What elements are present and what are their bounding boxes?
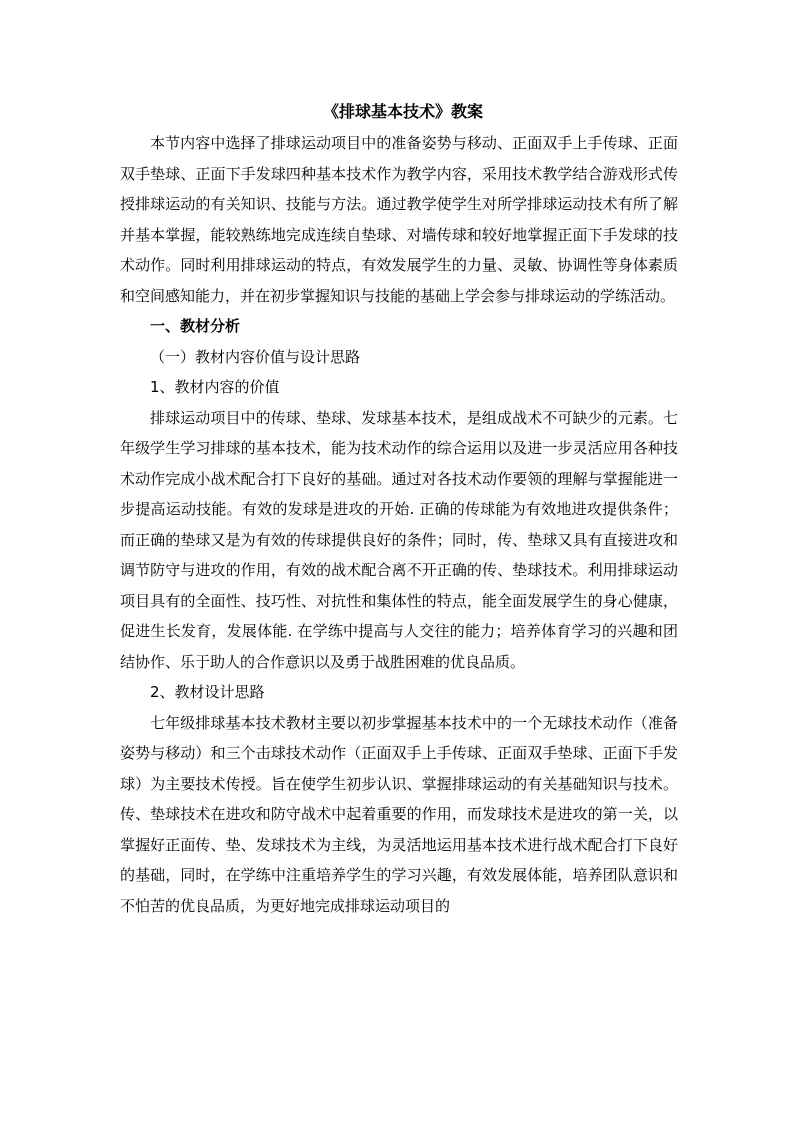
- intro-paragraph: 本节内容中选择了排球运动项目中的准备姿势与移动、正面双手上手传球、正面双手垫球、正面下手发球四种基本技术作为教学内容，采用技术教学结合游戏形式传授排球运动的有关知识、技能与方法。通过教学使学生对所学排球运动技术有所了解并基本掌握，能较熟练地完成连续自垫球、对墙传球和较好地掌握正面下手发球的技术动作。同时利用排球运动的特点，有效发展学生的力量、灵敏、协调性等身体素质和空间感知能力，并在初步掌握知识与技能的基础上学会参与排球运动的学练活动。: [120, 134, 678, 305]
- item-heading-design-idea: 2、教材设计思路: [150, 683, 265, 701]
- subsection-heading-content-value: （一）教材内容价值与设计思路: [150, 347, 361, 366]
- document-body: [120, 96, 678, 921]
- document-title: 《排球基本技术》教案: [322, 102, 483, 121]
- design-idea-paragraph: 七年级排球基本技术教材主要以初步掌握基本技术中的一个无球技术动作（准备姿势与移动）和三个击球技术动作（正面双手上手传球、正面双手垫球、正面下手发球）为主要技术传授。旨在使学生初步认识、掌握排球运动的有关基础知识与技术。传、垫球技术在进攻和防守战术中起着重要的作用，而发球技术是进攻的第一关，以掌握好正面传、垫、发球技术为主线，为灵活地运用基本技术进行战术配合打下良好的基础，同时，在学练中注重培养学生的学习兴趣，有效发展体能，培养团队意识和不怕苦的优良品质，为更好地完成排球运动项目的: [120, 713, 678, 915]
- item-heading-content-value: 1、教材内容的价值: [150, 378, 280, 396]
- content-value-paragraph: 排球运动项目中的传球、垫球、发球基本技术，是组成战术不可缺少的元素。七年级学生学习排球的基本技术，能为技术动作的综合运用以及进一步灵活应用各种技术动作完成小战术配合打下良好的基础。通过对各技术动作要领的理解与掌握能进一步提高运动技能。有效的发球是进攻的开始. 正确的传球能为有效地进攻提供条件；而正确的垫球又是为有效的传球提供良好的条件；同时，传、垫球又具有直接进攻和调节防守与进攻的作用，有效的战术配合离不开正确的传、垫球技术。利用排球运动项目具有的全面性、技巧性、对抗性和集体性的特点，能全面发展学生的身心健康，促进生长发育，发展体能. 在学练中提高与人交往的能力；培养体育学习的兴趣和团结协作、乐于助人的合作意识以及勇于战胜困难的优良品质。: [120, 408, 678, 671]
- section-heading-textbook-analysis: 一、教材分析: [150, 317, 241, 335]
